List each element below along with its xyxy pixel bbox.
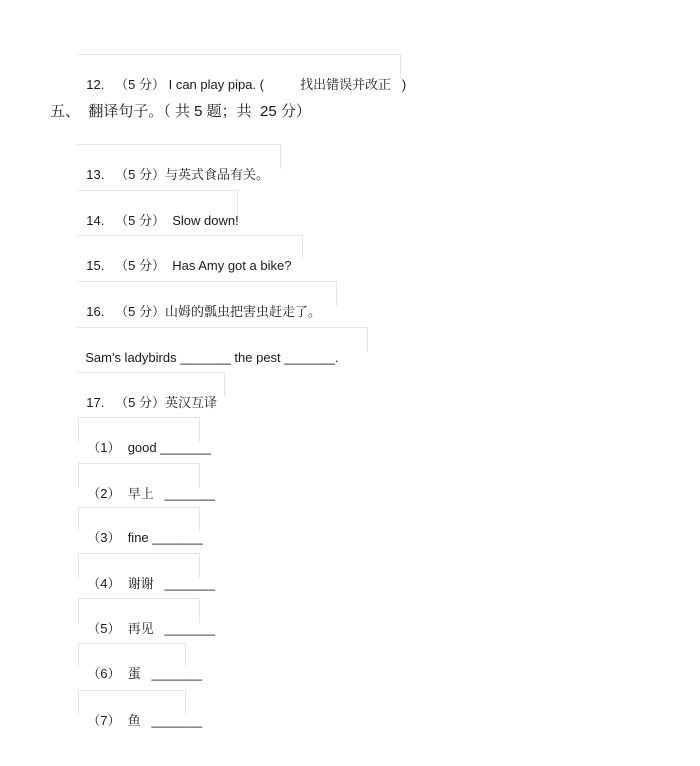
- answer-box: [77, 190, 238, 215]
- answer-box: [78, 598, 200, 623]
- answer-box: [77, 327, 368, 352]
- sub-item-text: （4） 谢谢 _______: [87, 576, 216, 591]
- question-16-text: 16. （5 分）山姆的瓢虫把害虫赶走了。: [86, 304, 321, 319]
- answer-box: [78, 417, 200, 442]
- answer-box: [78, 643, 186, 668]
- sub-item-7: [80, 694, 202, 748]
- answer-box: [77, 54, 401, 79]
- answer-box: [78, 553, 200, 578]
- answer-box: [77, 372, 225, 397]
- sub-item-text: （2） 早上 _______: [87, 486, 216, 501]
- question-15-text: 15. （5 分） Has Amy got a bike?: [86, 258, 292, 273]
- question-14-text: 14. （5 分） Slow down!: [86, 213, 239, 228]
- answer-box: [78, 690, 186, 715]
- answer-box: [77, 144, 281, 169]
- fill-in-sentence: Sam's ladybirds _______ the pest _______.: [85, 350, 339, 365]
- question-17-text: 17. （5 分）英汉互译: [86, 395, 217, 410]
- answer-box: [78, 507, 200, 532]
- sub-item-text: （7） 鱼 _______: [87, 713, 203, 728]
- section-heading-translate: 五、 翻译句子。（ 共 5 题；共 25 分）: [50, 103, 311, 120]
- sub-item-text: （5） 再见 _______: [87, 621, 216, 636]
- question-12-text: 12. （5 分） I can play pipa. ( 找出错误并改正 ): [86, 77, 407, 92]
- answer-box: [77, 235, 303, 260]
- answer-box: [77, 281, 337, 306]
- question-13-text: 13. （5 分）与英式食品有关。: [86, 167, 269, 182]
- sub-item-text: （3） fine _______: [87, 530, 203, 545]
- sub-item-text: （6） 蛋 _______: [87, 666, 203, 681]
- sub-item-text: （1） good _______: [87, 440, 211, 455]
- answer-box: [78, 463, 200, 488]
